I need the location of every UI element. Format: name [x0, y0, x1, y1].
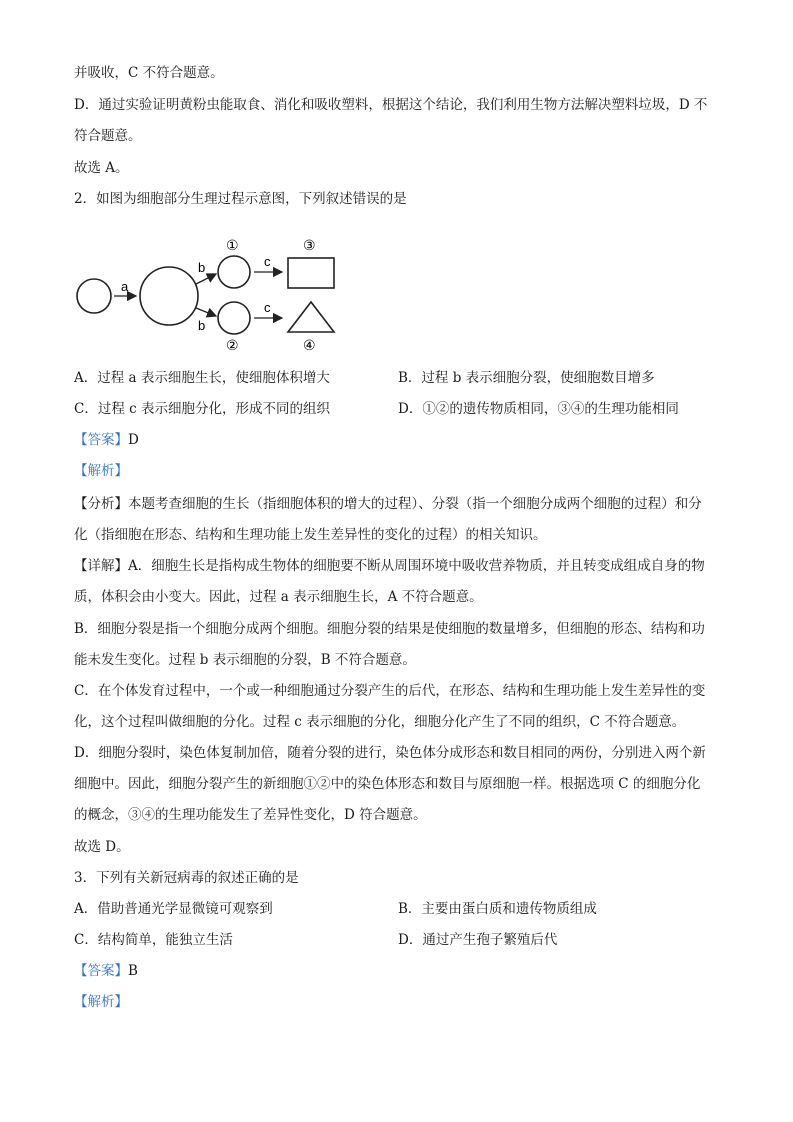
arrow-b-top [196, 274, 216, 284]
text-line: 故选 A。 [74, 160, 129, 176]
q3-analysis-line [74, 992, 724, 1012]
q2-answer-line [74, 430, 724, 450]
xiangjie-line-9: 的概念，③④的生理功能发生了差异性变化，D 符合题意。 [74, 807, 427, 823]
cell-process-diagram [72, 232, 352, 360]
analysis-tag: 【解析】 [74, 994, 128, 1010]
xiangjie-line-2: 质，体积会由小变大。因此，过程 a 表示细胞生长，A 不符合题意。 [74, 589, 483, 605]
q3-option-c: C．结构简单，能独立生活 [74, 932, 233, 948]
xiangjie-line-5: C．在个体发育过程中，一个或一种细胞通过分裂产生的后代，在形态、结构和生理功能上发生差异性的变 [74, 683, 706, 699]
fenxi-line-1 [74, 494, 724, 514]
xiangjie-text: A．细胞生长是指构成生物体的细胞要不断从周围环境中吸收营养物质，并且转变成组成自身的物 [128, 558, 705, 574]
xiangjie-tag: 【详解】 [74, 558, 128, 574]
label-b-top: b [198, 260, 206, 275]
label-c-top: c [264, 254, 271, 269]
answer-tag: 【答案】 [74, 432, 128, 448]
q3-answer-line [74, 961, 724, 981]
xiangjie-line-3: B．细胞分裂是指一个细胞分成两个细胞。细胞分裂的结果是使细胞的数量增多，但细胞的形态、结构和功 [74, 621, 705, 637]
text-line: D．通过实验证明黄粉虫能取食、消化和吸收塑料，根据这个结论，我们利用生物方法解决塑料垃圾，D 不 [74, 97, 708, 113]
label-b-bottom: b [198, 318, 206, 333]
fenxi-text: 本题考查细胞的生长（指细胞体积的增大的过程）、分裂（指一个细胞分成两个细胞的过程）和分 [128, 496, 702, 512]
daughter-cell-2 [218, 302, 250, 334]
label-3: ③ [303, 238, 316, 254]
label-4: ④ [303, 338, 316, 354]
xiangjie-line-1 [74, 556, 724, 576]
answer-tag: 【答案】 [74, 963, 128, 979]
q2-option-a: A．过程 a 表示细胞生长，使细胞体积增大 [74, 370, 330, 386]
label-a: a [121, 279, 129, 294]
grown-cell [140, 267, 198, 325]
xiangjie-line-6: 化，这个过程叫做细胞的分化。过程 c 表示细胞的分化，细胞分化产生了不同的组织，C 不符合题意。 [74, 714, 686, 730]
q3-option-d: D．通过产生孢子繁殖后代 [398, 932, 558, 948]
text-line: 并吸收，C 不符合题意。 [74, 65, 224, 81]
xiangjie-line-8: 细胞中。因此，细胞分裂产生的新细胞①②中的染色体形态和数目与原细胞一样。根据选项 C 的细胞分化 [74, 776, 701, 792]
xiangjie-line-7: D．细胞分裂时，染色体复制加倍，随着分裂的进行，染色体分成形态和数目相同的两份，分别进入两个新 [74, 745, 706, 761]
daughter-cell-1 [218, 256, 250, 288]
tissue-rectangle [288, 258, 334, 288]
q2-analysis-line [74, 461, 724, 481]
question-3-stem: 3．下列有关新冠病毒的叙述正确的是 [74, 870, 299, 886]
tissue-triangle [288, 302, 334, 332]
fenxi-tag: 【分析】 [74, 496, 128, 512]
fenxi-line-2: 化（指细胞在形态、结构和生理功能上发生差异性的变化的过程）的相关知识。 [74, 527, 547, 543]
q2-option-d: D．①②的遗传物质相同，③④的生理功能相同 [398, 401, 679, 417]
xiangjie-line-4: 能未发生变化。过程 b 表示细胞的分裂，B 不符合题意。 [74, 652, 416, 668]
label-2: ② [226, 338, 239, 354]
original-cell [77, 279, 111, 313]
answer-value: B [128, 963, 138, 979]
question-2-stem: 2．如图为细胞部分生理过程示意图，下列叙述错误的是 [74, 191, 407, 207]
q2-conclusion: 故选 D。 [74, 839, 130, 855]
label-c-bottom: c [264, 300, 271, 315]
q3-option-a: A．借助普通光学显微镜可观察到 [74, 901, 273, 917]
q2-option-b: B．过程 b 表示细胞分裂，使细胞数目增多 [398, 370, 655, 386]
analysis-tag: 【解析】 [74, 463, 128, 479]
text-line: 符合题意。 [74, 128, 142, 144]
arrow-b-bottom [196, 308, 216, 316]
answer-value: D [128, 432, 139, 448]
q3-option-b: B．主要由蛋白质和遗传物质组成 [398, 901, 597, 917]
label-1: ① [226, 238, 239, 254]
q2-option-c: C．过程 c 表示细胞分化，形成不同的组织 [74, 401, 330, 417]
